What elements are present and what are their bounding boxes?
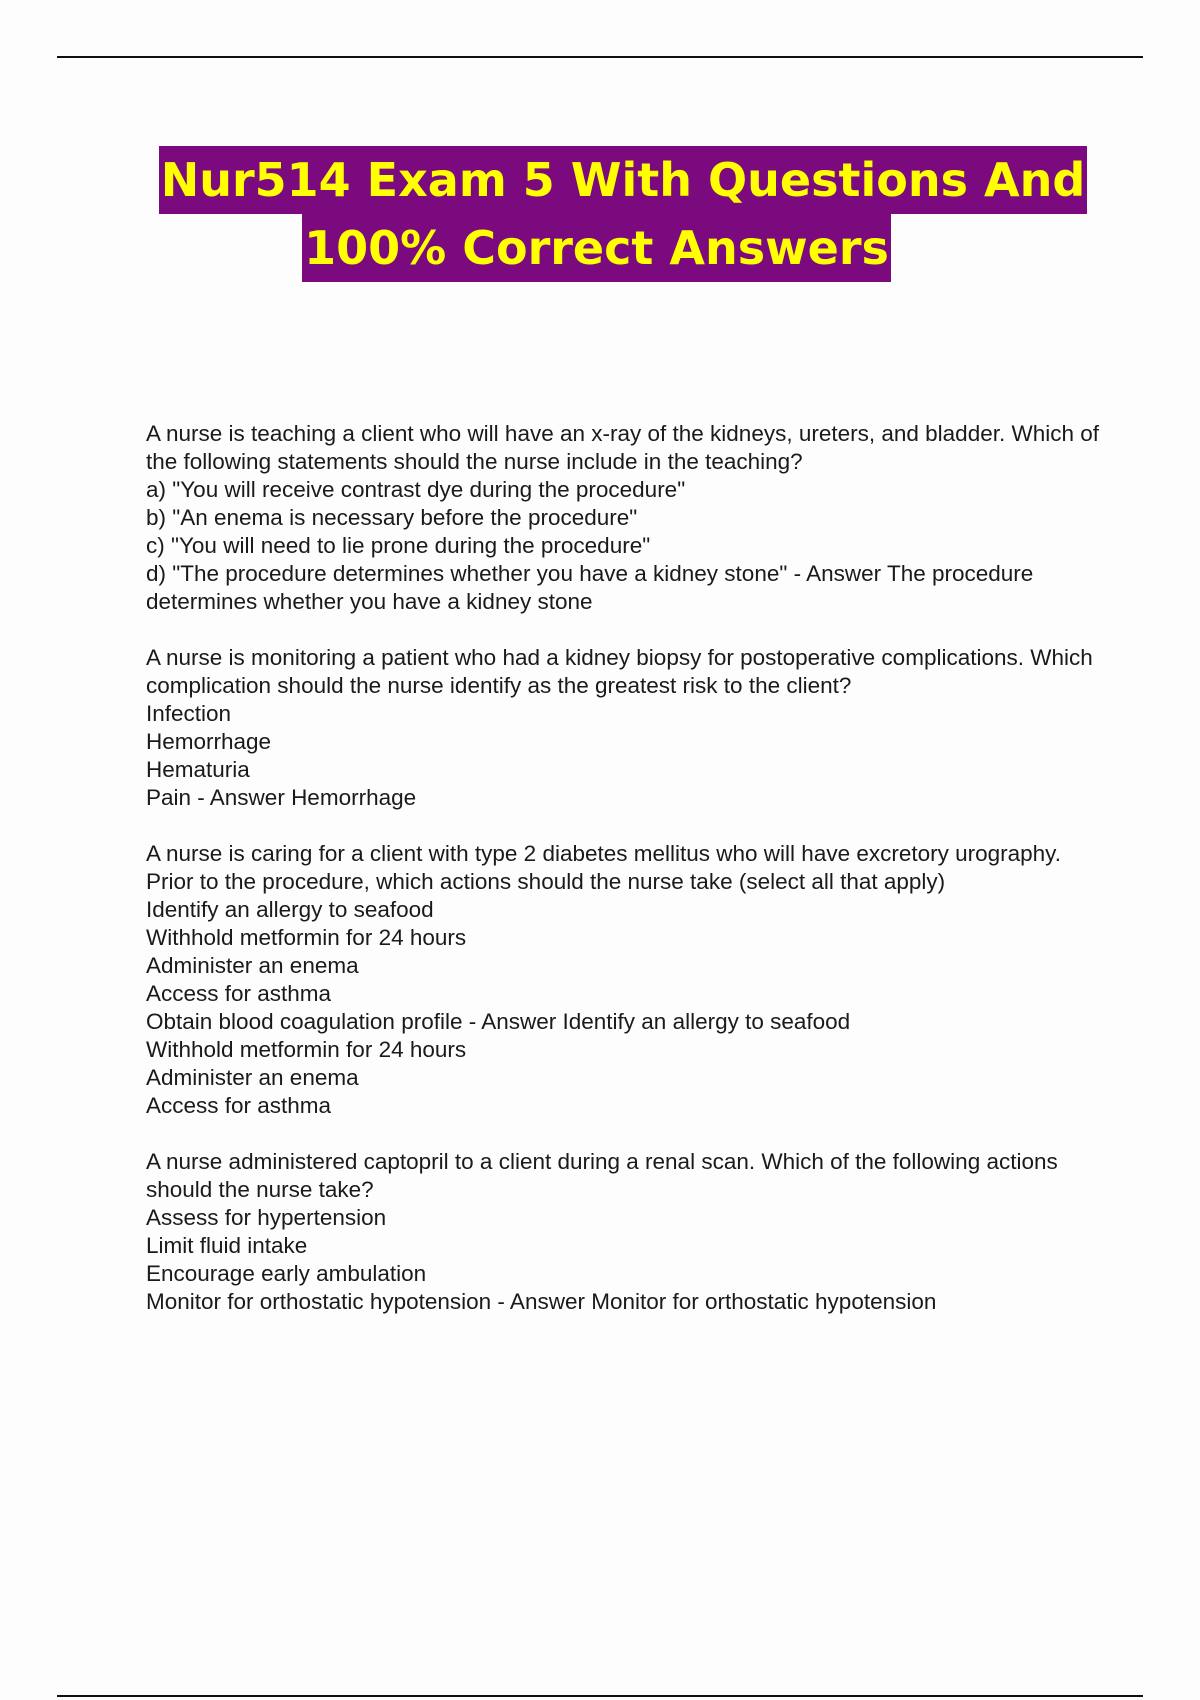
question-4-option: Limit fluid intake [146, 1233, 308, 1258]
question-3-option: Identify an allergy to seafood [146, 897, 434, 922]
title-line-1: Nur514 Exam 5 With Questions And [159, 146, 1088, 214]
question-2-option: Infection [146, 701, 232, 726]
question-1-stem: A nurse is teaching a client who will have an x-ray of the kidneys, ureters, and bladder. Which of the following statements should the nurse include in the teaching? [146, 421, 1100, 474]
question-2-option: Hematuria [146, 757, 250, 782]
document-title [0, 146, 1200, 282]
question-3-stem: A nurse is caring for a client with type 2 diabetes mellitus who will have excretory urography. Prior to the procedure, which actions should the nurse take (select all that apply) [146, 841, 1062, 894]
question-block-3 [146, 840, 1106, 1120]
question-3-option: Administer an enema [146, 953, 359, 978]
question-3-answer-line: Withhold metformin for 24 hours [146, 1037, 467, 1062]
question-4-answer: Monitor for orthostatic hypotension - Answer Monitor for orthostatic hypotension [146, 1289, 937, 1314]
title-line-2: 100% Correct Answers [302, 214, 891, 282]
question-2-option: Hemorrhage [146, 729, 272, 754]
question-2-answer: Pain - Answer Hemorrhage [146, 785, 417, 810]
question-1-option-a: a) "You will receive contrast dye during the procedure" [146, 477, 686, 502]
question-list [146, 420, 1106, 1344]
question-4-stem: A nurse administered captopril to a client during a renal scan. Which of the following actions should the nurse take? [146, 1149, 1058, 1202]
question-3-answer-line: Administer an enema [146, 1065, 359, 1090]
question-4-option: Encourage early ambulation [146, 1261, 427, 1286]
footer-rule [57, 1695, 1143, 1697]
question-3-option: Withhold metformin for 24 hours [146, 925, 467, 950]
question-1-option-b: b) "An enema is necessary before the procedure" [146, 505, 638, 530]
question-3-answer: Obtain blood coagulation profile - Answer Identify an allergy to seafood [146, 1009, 851, 1034]
question-1-option-c: c) "You will need to lie prone during the procedure" [146, 533, 651, 558]
question-block-1 [146, 420, 1106, 616]
header-rule [57, 56, 1143, 58]
question-1-option-d-answer: d) "The procedure determines whether you have a kidney stone" - Answer The procedure determines whether you have a kidney stone [146, 561, 1034, 614]
question-3-answer-line: Access for asthma [146, 1093, 332, 1118]
question-2-stem: A nurse is monitoring a patient who had a kidney biopsy for postoperative complications. Which complication should the nurse identify as the greatest risk to the client? [146, 645, 1093, 698]
question-block-2 [146, 644, 1106, 812]
question-3-option: Access for asthma [146, 981, 332, 1006]
question-4-option: Assess for hypertension [146, 1205, 387, 1230]
question-block-4 [146, 1148, 1106, 1316]
